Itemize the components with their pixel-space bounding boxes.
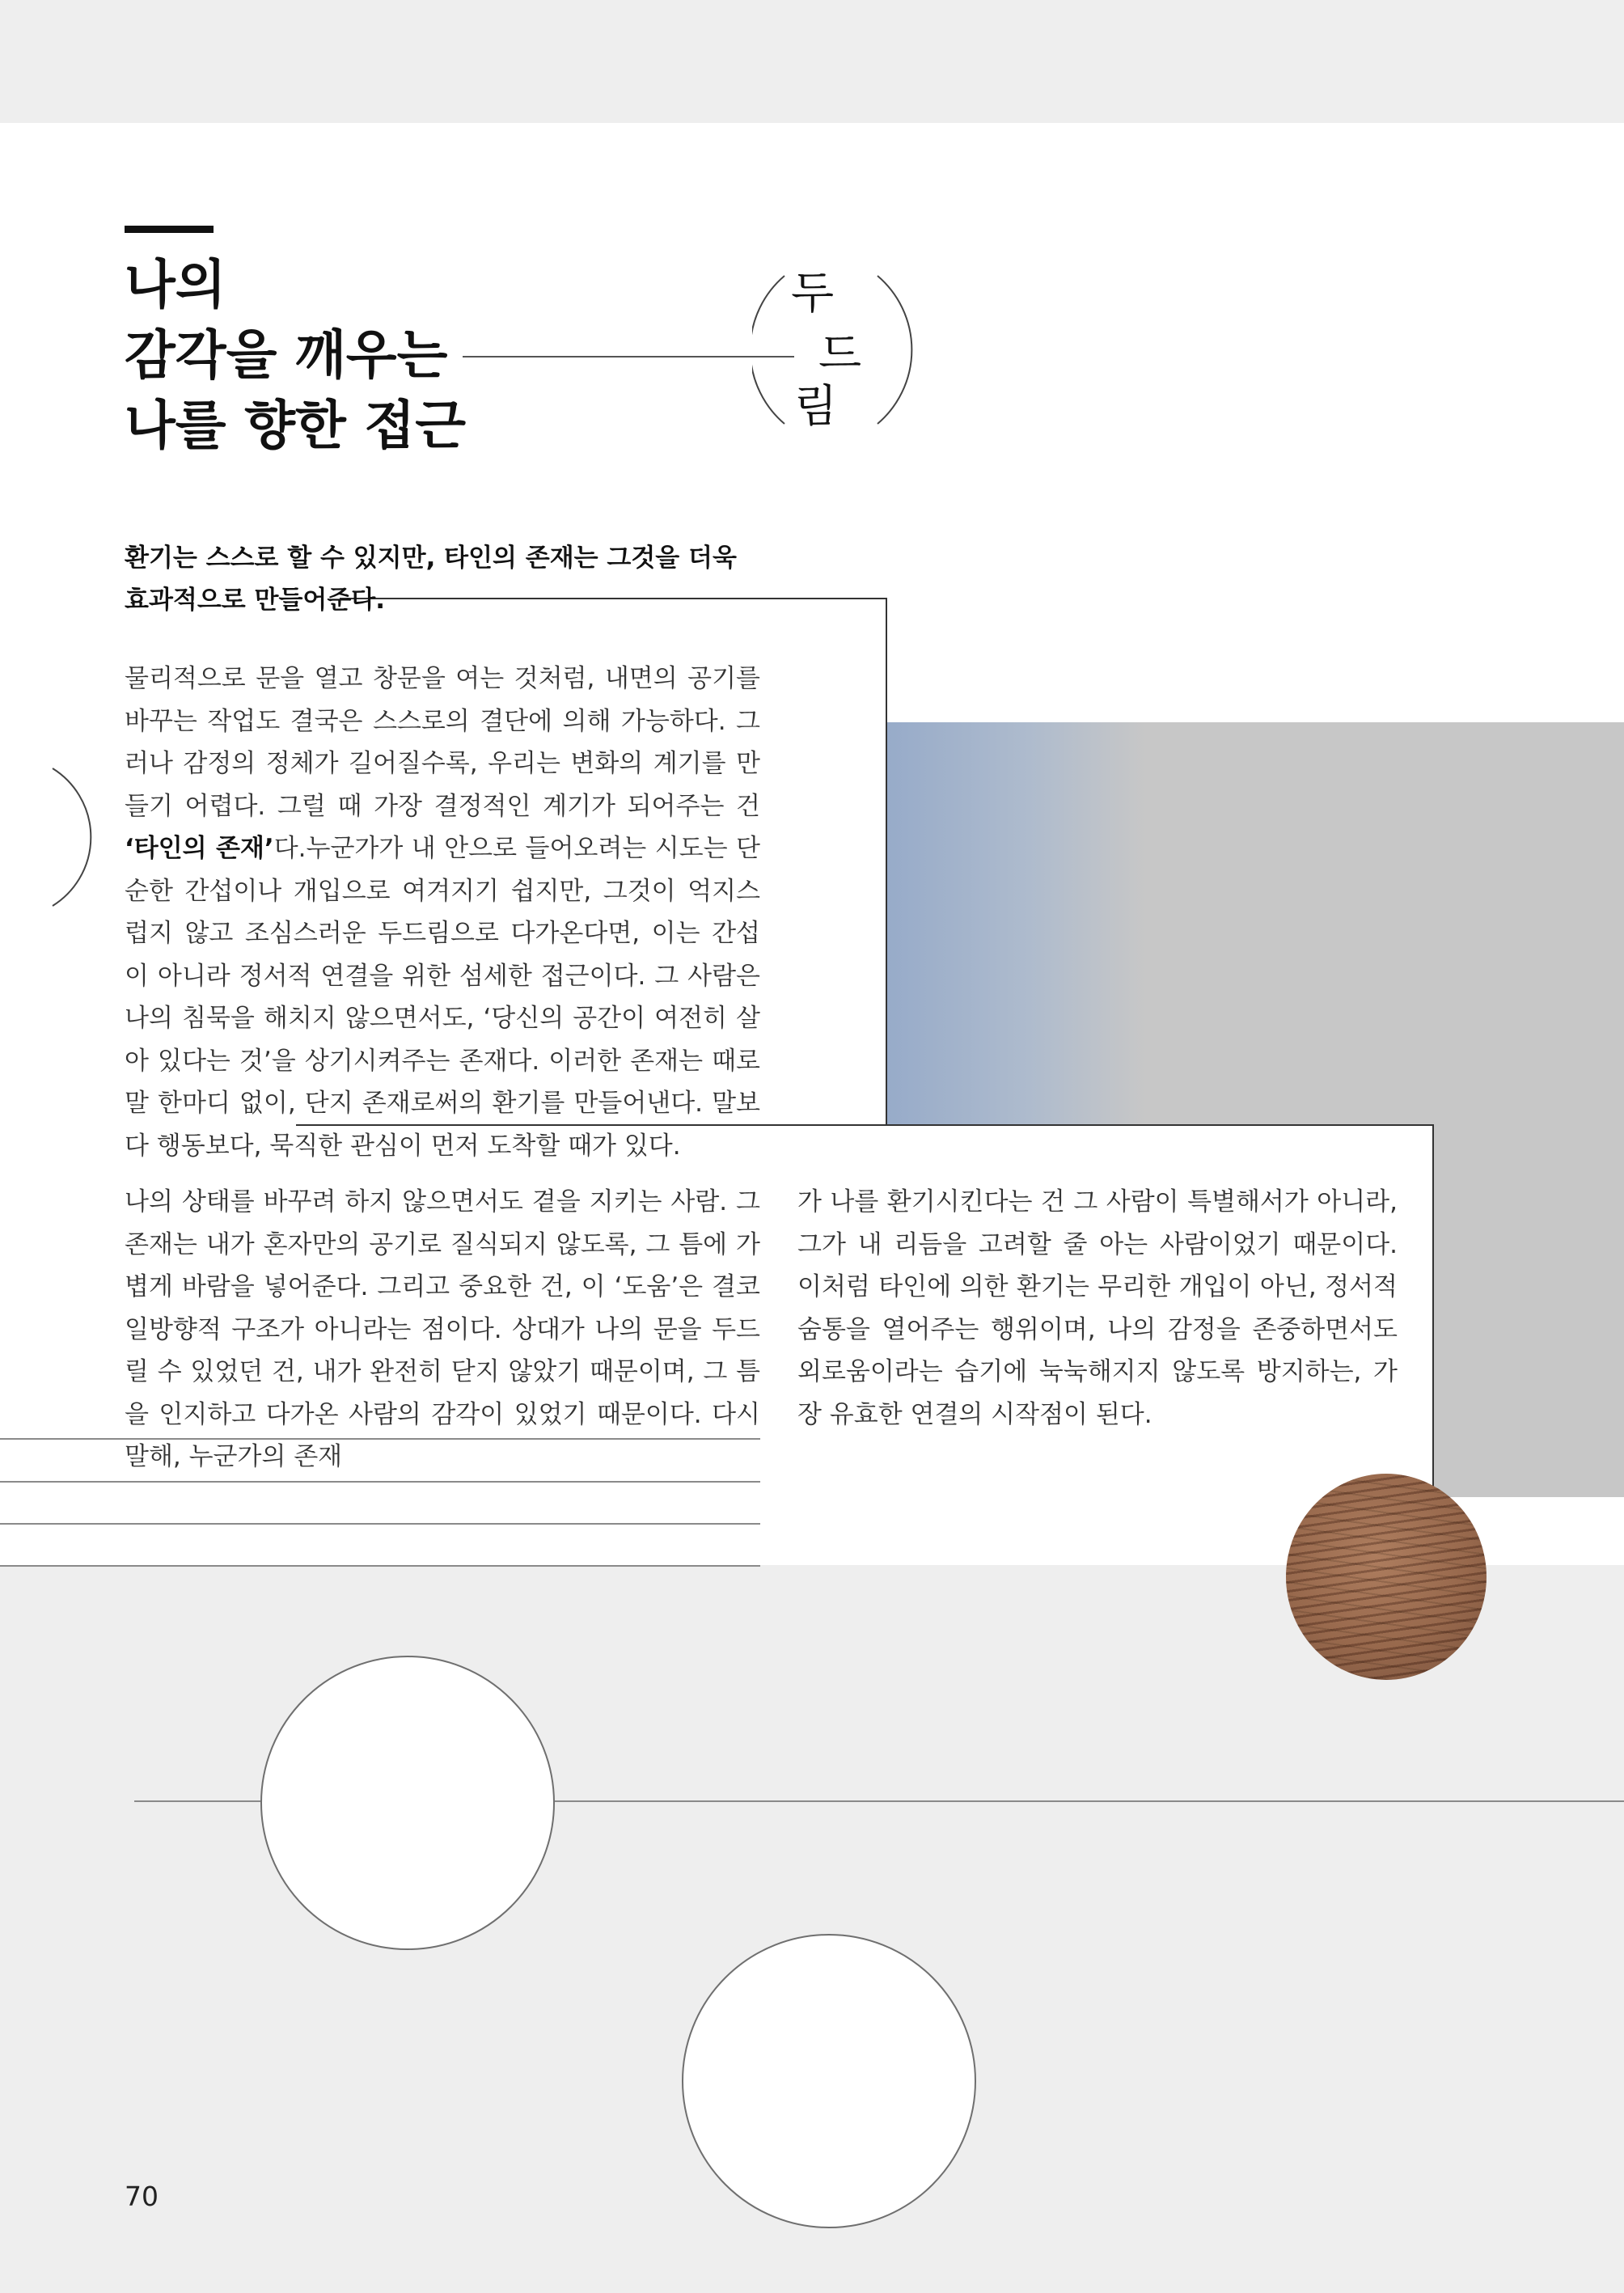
paragraph-1 <box>125 658 760 1167</box>
title-line-2: 감각을 깨우는 <box>125 325 448 386</box>
paragraph-3: 가 나를 환기시킨다는 건 그 사람이 특별해서가 아니라, 그가 내 리듬을 고려할 줄 아는 사람이었기 때문이다. 이처럼 타인에 의한 환기는 무리한 개입이 아닌, 정서적 숨통을 열어주는 행위이며, 나의 감정을 존중하면서도 외로움이라는 습기에 눅눅해지지 않도록 방지하는, 가장 유효한 연결의 시작점이 된다. <box>797 1187 1398 1429</box>
title-connector-line <box>463 356 794 357</box>
blue-gradient-block <box>886 722 1145 1125</box>
decorative-circle-left <box>260 1656 555 1950</box>
decorative-circle-bottom <box>682 1934 976 2228</box>
rule-line-3 <box>0 1523 760 1525</box>
rule-line-4 <box>0 1565 760 1567</box>
title-accent-bar <box>125 226 214 233</box>
paragraph-1-part-1: 물리적으로 문을 열고 창문을 여는 것처럼, 내면의 공기를 바꾸는 작업도 결국은 스스로의 결단에 의해 가능하다. 그러나 감정의 정체가 길어질수록, 우리는 변화의 계기를 만들기 어렵다. 그럴 때 가장 결정적인 계기가 되어주는 건 <box>125 664 760 821</box>
card-lower-right-border <box>1432 1124 1434 1495</box>
title-line-3: 나를 향한 접근 <box>125 396 466 456</box>
card-upper-right-border <box>886 598 887 1125</box>
keyword-char-1: 두 <box>791 267 835 319</box>
left-edge-arc <box>49 764 97 910</box>
paragraph-1-emphasis: ‘타인의 존재’ <box>125 834 274 863</box>
page-number: 70 <box>125 2181 159 2212</box>
paragraph-1-part-2: 다.누군가가 내 안으로 들어오려는 시도는 단순한 간섭이나 개입으로 여겨지기 쉽지만, 그것이 억지스럽지 않고 조심스러운 두드림으로 다가온다면, 이는 간섭이 아니라 정서적 연결을 위한 섬세한 접근이다. 그 사람은 나의 침묵을 해치지 않으면서도, ‘당신의 공간이 여전히 살아 있다는 것’을 상기시켜주는 존재다. 이러한 존재는 때로 말 한마디 없이, 단지 존재로써의 환기를 만들어낸다. 말보다 행동보다, 묵직한 관심이 먼저 도착할 때가 있다. <box>125 834 760 1161</box>
keyword-char-3: 림 <box>794 380 838 432</box>
lede-text: 환기는 스스로 할 수 있지만, 타인의 존재는 그것을 더욱 효과적으로 만들어준다. <box>125 544 737 615</box>
soil-photo <box>1286 1474 1487 1680</box>
rule-line-2 <box>0 1481 760 1483</box>
keyword-char-2: 드 <box>818 328 862 379</box>
paragraph-2: 나의 상태를 바꾸려 하지 않으면서도 곁을 지키는 사람. 그 존재는 내가 혼자만의 공기로 질식되지 않도록, 그 틈에 가볍게 바람을 넣어준다. 그리고 중요한 건, 이 ‘도움’은 결코 일방향적 구조가 아니라는 점이다. 상대가 나의 문을 두드릴 수 있었던 건, 내가 완전히 닫지 않았기 때문이며, 그 틈을 인지하고 다가온 사람의 감각이 있었기 때문이다. 다시 말해, 누군가의 존재 <box>125 1187 760 1471</box>
title-line-1: 나의 <box>125 255 226 315</box>
